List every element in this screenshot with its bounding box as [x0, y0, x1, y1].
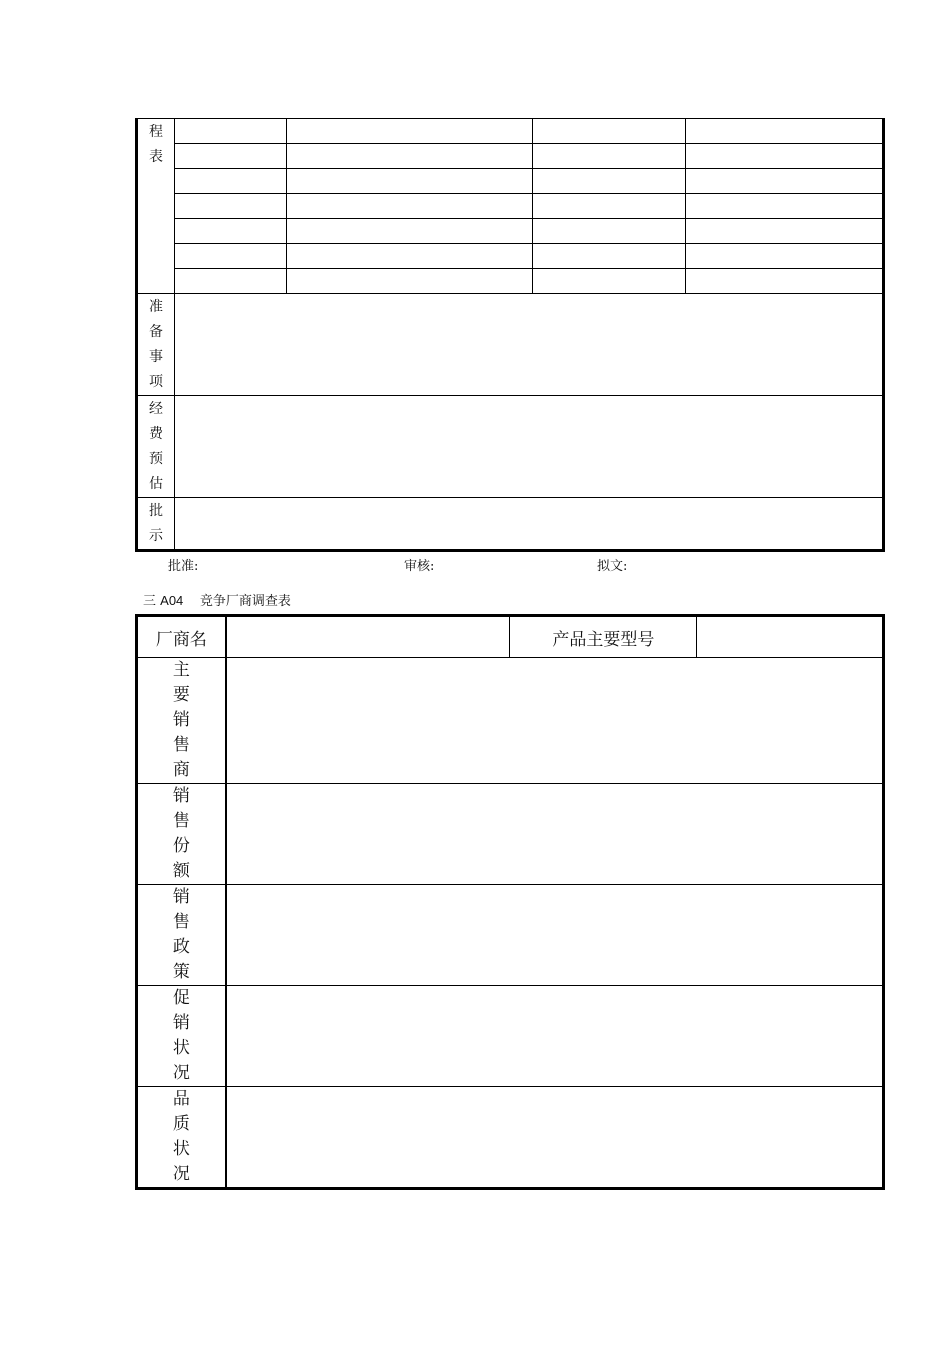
label-char: 份 [172, 836, 190, 856]
label-char: 况 [172, 1164, 190, 1184]
preparation-label [137, 294, 175, 396]
label-char: 估 [149, 476, 163, 492]
cell[interactable] [686, 169, 884, 194]
vendor-name-field[interactable] [226, 616, 510, 658]
cell[interactable] [533, 119, 686, 144]
model-label: 产品主要型号 [510, 616, 697, 658]
preparation-field[interactable] [175, 294, 884, 396]
label-char: 项 [149, 374, 163, 390]
label-char: 售 [172, 811, 190, 831]
sales-policy-label [137, 885, 226, 986]
cell[interactable] [686, 119, 884, 144]
approve-label: 批准: [168, 559, 199, 574]
label-char: 销 [172, 887, 190, 907]
label-char: 状 [172, 1139, 190, 1159]
sales-share-label [137, 784, 226, 885]
cell[interactable] [175, 194, 287, 219]
label-char: 程 [149, 124, 163, 140]
instruction-label [137, 498, 175, 551]
label-char: 商 [172, 760, 190, 780]
label-char: 经 [149, 401, 163, 417]
cell[interactable] [686, 144, 884, 169]
section-code: A04 [160, 593, 184, 608]
label-char: 表 [149, 149, 163, 165]
cell[interactable] [287, 194, 533, 219]
instruction-field[interactable] [175, 498, 884, 551]
main-distributors-field[interactable] [226, 658, 884, 784]
budget-field[interactable] [175, 396, 884, 498]
cell[interactable] [287, 219, 533, 244]
cell[interactable] [175, 144, 287, 169]
label-char: 策 [172, 962, 190, 982]
cell[interactable] [533, 269, 686, 294]
promotion-status-label [137, 986, 226, 1087]
section-prefix: 三 [143, 594, 157, 609]
review-label: 审核: [404, 559, 435, 574]
cell[interactable] [175, 244, 287, 269]
label-char: 示 [149, 528, 163, 544]
sales-share-field[interactable] [226, 784, 884, 885]
model-field[interactable] [697, 616, 884, 658]
promotion-status-field[interactable] [226, 986, 884, 1087]
budget-label [137, 396, 175, 498]
cell[interactable] [175, 219, 287, 244]
cell[interactable] [175, 119, 287, 144]
cell[interactable] [287, 169, 533, 194]
sales-policy-field[interactable] [226, 885, 884, 986]
quality-status-label [137, 1087, 226, 1189]
label-char: 批 [149, 503, 163, 519]
section-title: 竞争厂商调查表 [199, 594, 291, 609]
label-char: 促 [172, 988, 190, 1008]
cell[interactable] [686, 244, 884, 269]
cell[interactable] [533, 244, 686, 269]
label-char: 售 [172, 735, 190, 755]
cell[interactable] [533, 169, 686, 194]
cell[interactable] [287, 144, 533, 169]
label-char: 事 [149, 349, 163, 365]
cell[interactable] [533, 194, 686, 219]
cell[interactable] [533, 219, 686, 244]
cell[interactable] [287, 269, 533, 294]
label-char: 预 [149, 451, 163, 467]
label-char: 销 [172, 1013, 190, 1033]
competitor-table [135, 614, 885, 1190]
cell[interactable] [287, 244, 533, 269]
label-char: 要 [172, 685, 190, 705]
cell[interactable] [533, 144, 686, 169]
cell[interactable] [287, 119, 533, 144]
quality-status-field[interactable] [226, 1087, 884, 1189]
cell[interactable] [686, 269, 884, 294]
label-char: 额 [172, 861, 190, 881]
section-heading [143, 590, 291, 609]
vendor-name-label: 厂商名 [137, 616, 226, 658]
label-char: 销 [172, 786, 190, 806]
label-char: 主 [172, 660, 190, 680]
schedule-table [135, 118, 885, 552]
label-char: 费 [149, 426, 163, 442]
cell[interactable] [686, 194, 884, 219]
label-char: 质 [172, 1114, 190, 1134]
cell[interactable] [175, 169, 287, 194]
main-distributors-label [137, 658, 226, 784]
label-char: 状 [172, 1038, 190, 1058]
schedule-label [137, 119, 175, 294]
label-char: 备 [149, 324, 163, 340]
label-char: 售 [172, 912, 190, 932]
label-char: 况 [172, 1063, 190, 1083]
label-char: 政 [172, 937, 190, 957]
draft-label: 拟文: [597, 559, 628, 574]
cell[interactable] [175, 269, 287, 294]
label-char: 准 [149, 299, 163, 315]
label-char: 销 [172, 710, 190, 730]
cell[interactable] [686, 219, 884, 244]
label-char: 品 [172, 1089, 190, 1109]
